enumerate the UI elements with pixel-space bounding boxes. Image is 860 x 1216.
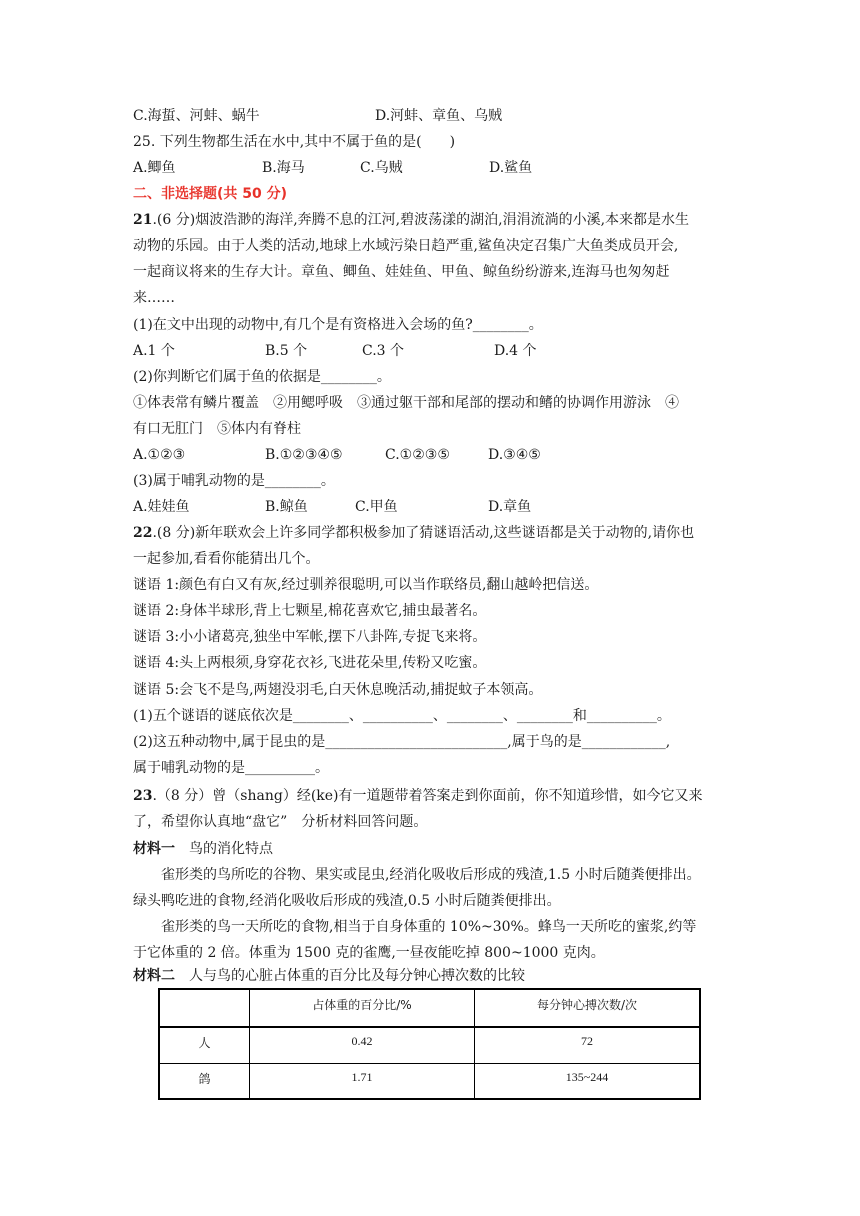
table-row	[159, 1027, 700, 1063]
q22-sub2-line-2: 属于哺乳动物的是__________。	[133, 760, 329, 776]
q21-sub3-option-c: C.甲鱼	[355, 499, 398, 515]
q22-sub1: (1)五个谜语的谜底依次是________、__________、________、________和__________。	[133, 708, 671, 724]
q24-option-c: C.海蜇、河蚌、蜗牛	[133, 108, 260, 124]
q21-sub1-option-b: B.5 个	[265, 343, 308, 359]
material-1-p1-line-1: 雀形类的鸟所吃的谷物、果实或昆虫,经消化吸收后形成的残渣,1.5 小时后随粪便排出。	[161, 867, 701, 883]
q23-number: 23	[133, 788, 153, 804]
table-header-blank	[159, 989, 250, 1027]
q23-line-1: 23.（8 分）曾（shang）经(ke)有一道题带着答案走到你面前，你不知道珍惜，如今它又来	[133, 788, 703, 804]
q21-sub2-items-1: ①体表常有鳞片覆盖 ②用鳃呼吸 ③通过躯干部和尾部的摆动和鳍的协调作用游泳 ④	[133, 395, 679, 411]
table-row	[159, 1063, 700, 1099]
table-cell-subject: 人	[159, 1027, 250, 1063]
q21-sub3-option-b: B.鲸鱼	[265, 499, 308, 515]
material-1-heading	[133, 839, 273, 859]
material-2-title: 人与鸟的心脏占体重的百分比及每分钟心搏次数的比较	[175, 968, 525, 984]
table-cell-percent: 0.42	[250, 1027, 475, 1063]
table-cell-subject: 鸽	[159, 1063, 250, 1099]
material-1-title: 鸟的消化特点	[175, 841, 273, 857]
q21-sub1-option-c: C.3 个	[362, 343, 405, 359]
q25-option-b: B.海马	[262, 160, 305, 176]
table-cell-heartbeats: 72	[475, 1027, 701, 1063]
q22-riddle-2: 谜语 2:身体半球形,背上七颗星,棉花喜欢它,捕虫最著名。	[133, 603, 487, 619]
table-header-row	[159, 989, 700, 1027]
q21-number: 21	[133, 212, 153, 228]
q22-line-1: 22.(8 分)新年联欢会上许多同学都积极参加了猜谜语活动,这些谜语都是关于动物的,请你也	[133, 525, 695, 541]
q21-sub1: (1)在文中出现的动物中,有几个是有资格进入会场的鱼?________。	[133, 317, 543, 333]
q21-sub2: (2)你判断它们属于鱼的依据是________。	[133, 369, 391, 385]
q21-sub3: (3)属于哺乳动物的是________。	[133, 473, 335, 489]
material-2-label: 材料二	[133, 968, 175, 984]
q21-sub2-option-a: A.①②③	[133, 447, 186, 463]
q22-line-2: 一起参加,看看你能猜出几个。	[133, 551, 320, 567]
table-cell-heartbeats: 135~244	[475, 1063, 701, 1099]
q21-sub3-option-d: D.章鱼	[488, 499, 532, 515]
q22-sub2-line-1: (2)这五种动物中,属于昆虫的是__________________________,属于鸟的是____________,	[133, 734, 671, 750]
q22-riddle-4: 谜语 4:头上两根须,身穿花衣衫,飞进花朵里,传粉又吃蜜。	[133, 655, 487, 671]
q25-option-c: C.乌贼	[360, 160, 403, 176]
heart-comparison-table	[158, 988, 701, 1100]
material-1-label: 材料一	[133, 841, 175, 857]
section-title: 二、非选择题(共 50 分)	[133, 186, 288, 202]
q22-riddle-5: 谜语 5:会飞不是鸟,两翅没羽毛,白天休息晚活动,捕捉蚊子本领高。	[133, 682, 543, 698]
q21-line-1: 21.(6 分)烟波浩渺的海洋,奔腾不息的江河,碧波荡漾的湖泊,涓涓流淌的小溪,本来都是水生	[133, 212, 690, 228]
q21-line-2: 动物的乐园。由于人类的活动,地球上水域污染日趋严重,鲨鱼决定召集广大鱼类成员开会,	[133, 238, 679, 254]
q21-sub2-option-d: D.③④⑤	[488, 447, 541, 463]
q21-line-3: 一起商议将来的生存大计。章鱼、鲫鱼、娃娃鱼、甲鱼、鲸鱼纷纷游来,连海马也匆匆赶	[133, 264, 670, 280]
q21-sub2-option-c: C.①②③⑤	[385, 447, 450, 463]
table-header-heartbeats: 每分钟心搏次数/次	[475, 989, 701, 1027]
q24-option-d: D.河蚌、章鱼、乌贼	[375, 108, 503, 124]
q25-option-d: D.鲨鱼	[489, 160, 533, 176]
material-1-p2-line-1: 雀形类的鸟一天所吃的食物,相当于自身体重的 10%~30%。蜂鸟一天所吃的蜜浆,约等	[161, 919, 697, 935]
q21-line-4: 来……	[133, 290, 175, 306]
material-1-p2-line-2: 于它体重的 2 倍。体重为 1500 克的雀鹰,一昼夜能吃掉 800~1000 克肉。	[133, 945, 605, 961]
q21-sub1-option-d: D.4 个	[494, 343, 537, 359]
q25-stem: 25. 下列生物都生活在水中,其中不属于鱼的是( )	[133, 134, 456, 150]
q21-sub1-option-a: A.1 个	[133, 343, 175, 359]
material-2-heading	[133, 966, 525, 986]
q23-line-2: 了，希望你认真地“盘它” 分析材料回答问题。	[133, 814, 428, 830]
q25-option-a: A.鲫鱼	[133, 160, 176, 176]
q21-sub2-option-b: B.①②③④⑤	[265, 447, 343, 463]
q22-riddle-3: 谜语 3:小小诸葛亮,独坐中军帐,摆下八卦阵,专捉飞来将。	[133, 629, 487, 645]
q21-sub2-items-2: 有口无肛门 ⑤体内有脊柱	[133, 421, 301, 437]
material-1-p1-line-2: 绿头鸭吃进的食物,经消化吸收后形成的残渣,0.5 小时后随粪便排出。	[133, 893, 561, 909]
table-header-body-weight-percent: 占体重的百分比/%	[250, 989, 475, 1027]
q22-number: 22	[133, 525, 153, 541]
q22-riddle-1: 谜语 1:颜色有白又有灰,经过驯养很聪明,可以当作联络员,翻山越岭把信送。	[133, 577, 599, 593]
q21-sub3-option-a: A.娃娃鱼	[133, 499, 190, 515]
table-cell-percent: 1.71	[250, 1063, 475, 1099]
